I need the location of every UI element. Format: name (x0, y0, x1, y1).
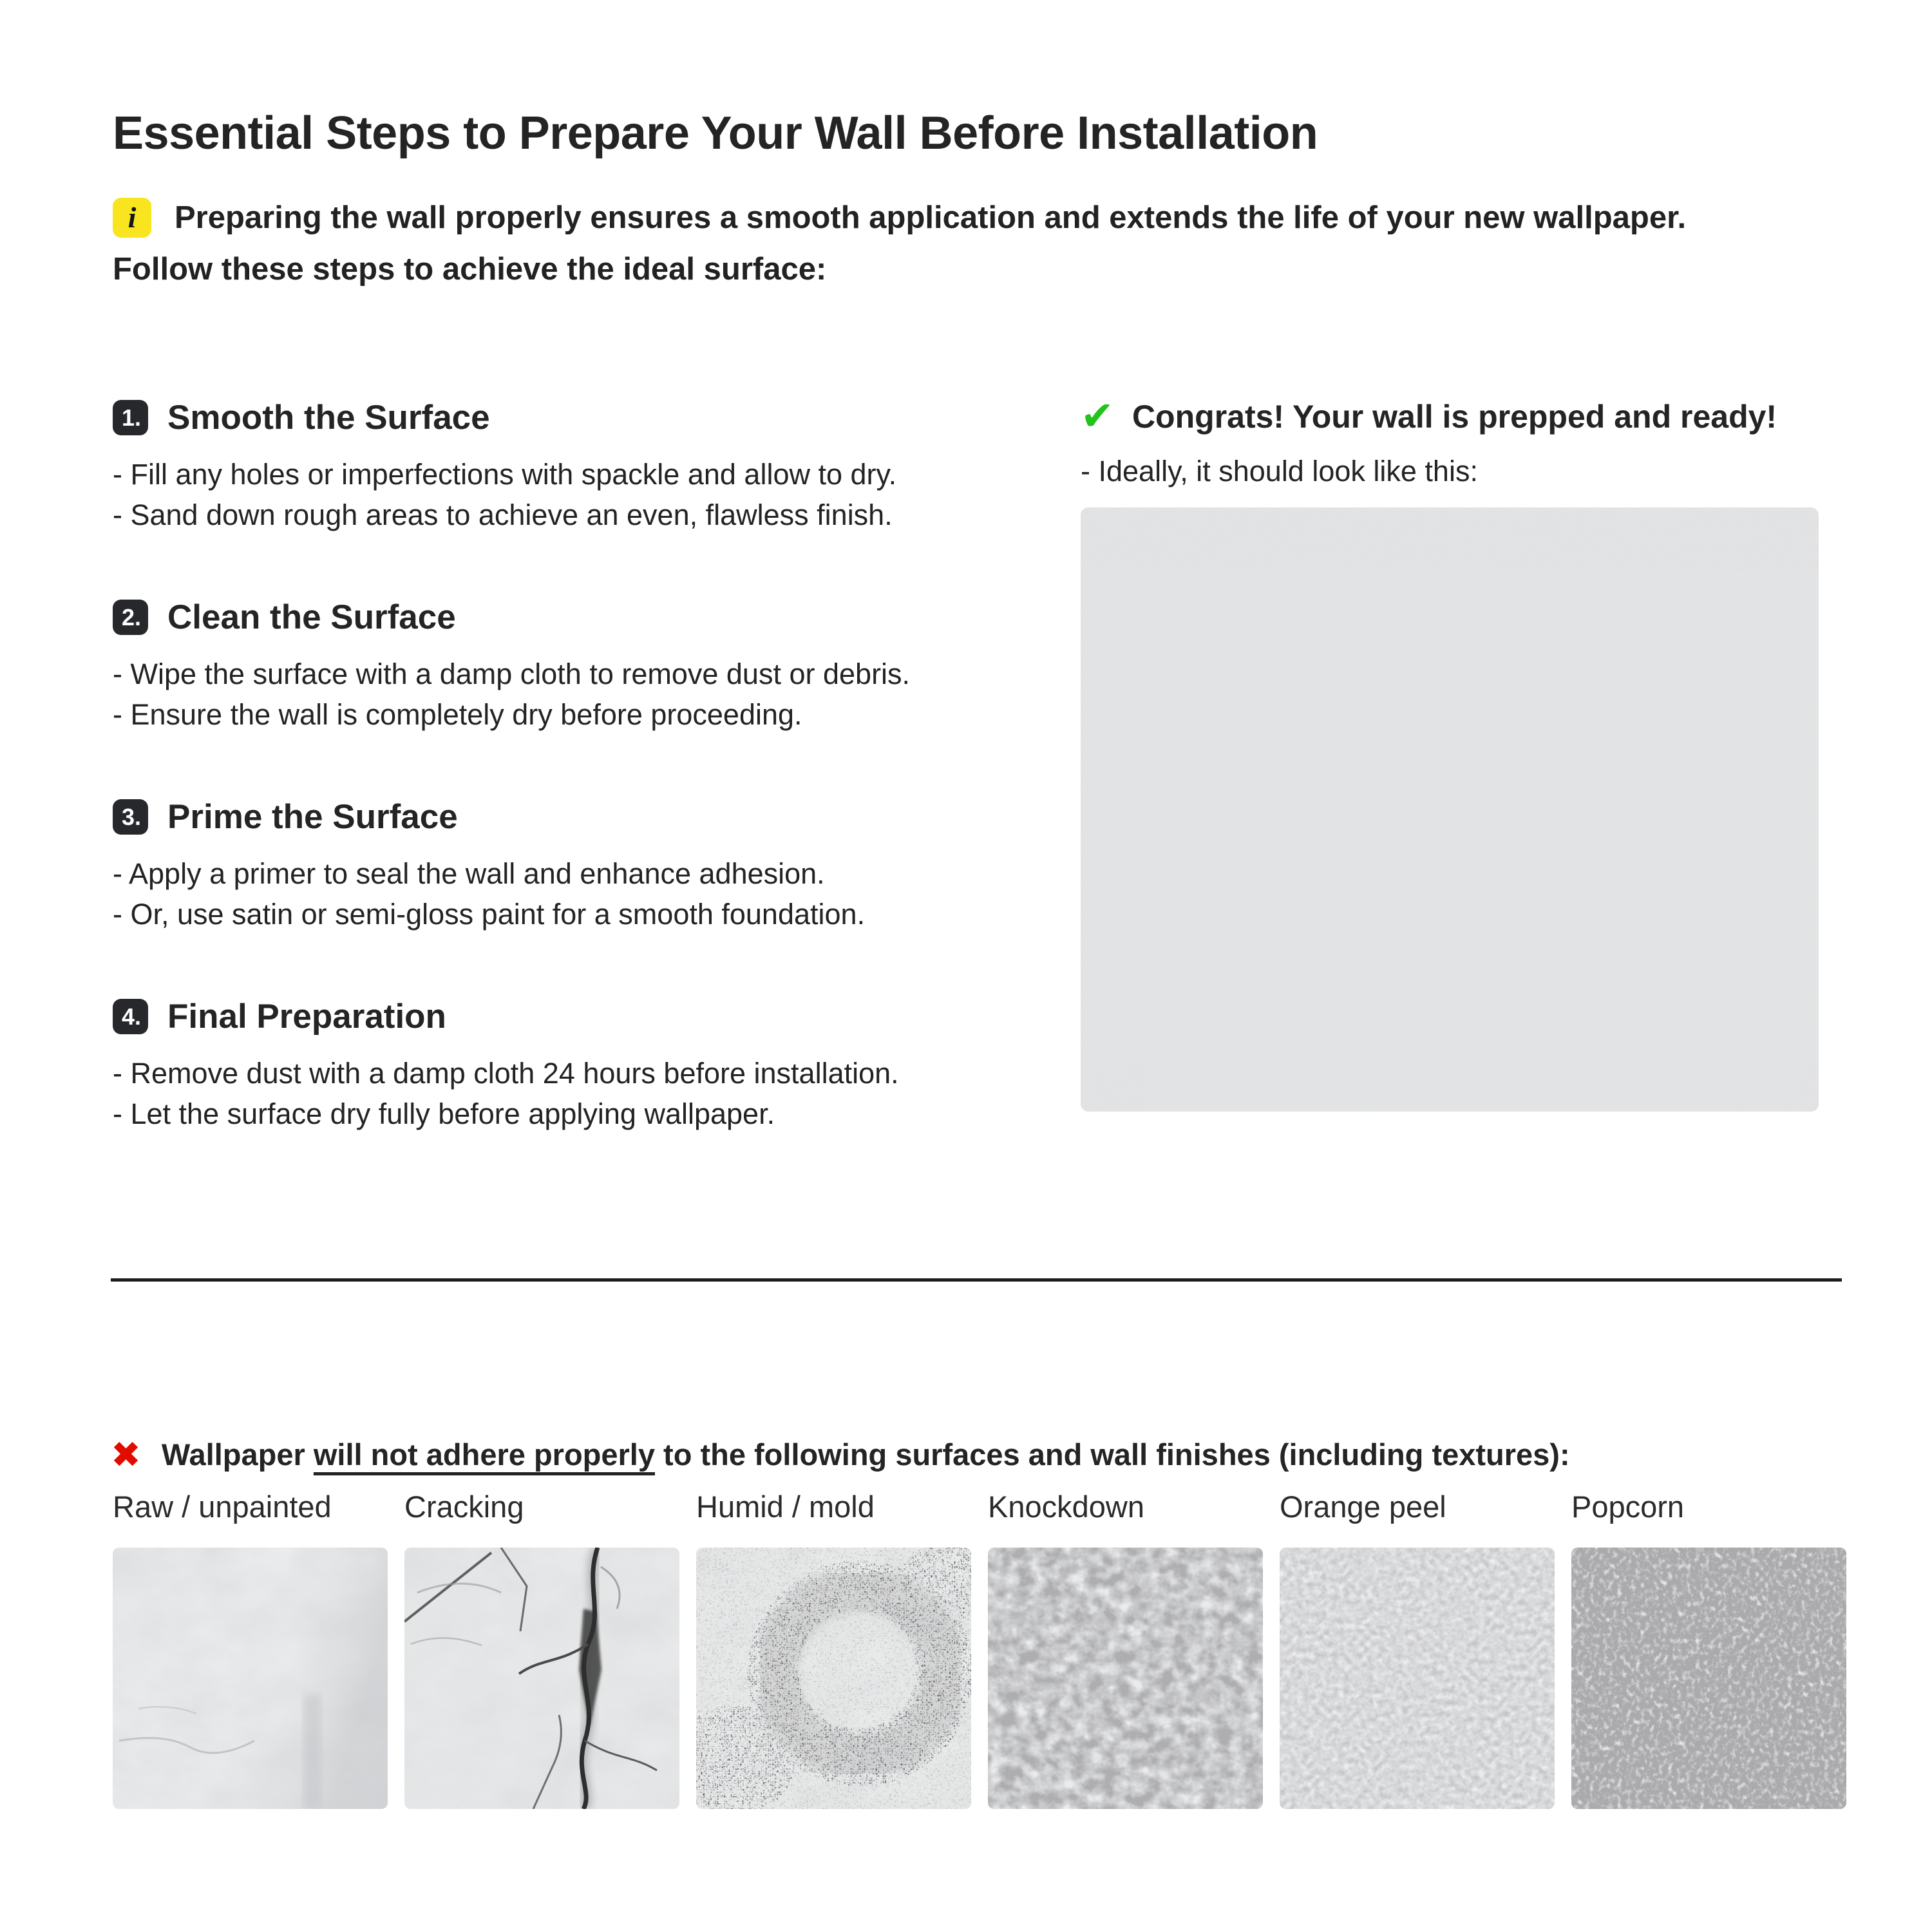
step-title: Final Preparation (167, 998, 446, 1036)
texture-image-humid-mold (696, 1548, 971, 1809)
success-section (1081, 394, 1821, 1112)
step-number-badge: 1. (113, 400, 148, 435)
bad-surfaces-row (113, 1488, 1846, 1809)
step-title: Clean the Surface (167, 598, 456, 636)
step-item-4 (113, 997, 1053, 1134)
texture-image-knockdown (988, 1548, 1263, 1809)
texture-image-orange-peel (1280, 1548, 1555, 1809)
step-bullet: - Or, use satin or semi-gloss paint for a smooth foundation. (113, 898, 866, 931)
step-item-2 (113, 598, 1053, 735)
step-bullet: - Let the surface dry fully before applying wallpaper. (113, 1097, 775, 1130)
surface-card-cracking (404, 1488, 679, 1809)
warning-section (111, 1434, 1570, 1476)
warning-text (162, 1434, 1570, 1476)
step-title: Prime the Surface (167, 798, 458, 836)
surface-label: Orange peel (1280, 1490, 1446, 1524)
info-icon: i (113, 198, 151, 238)
texture-image-popcorn (1571, 1548, 1846, 1809)
page-title: Essential Steps to Prepare Your Wall Before Installation (113, 108, 1318, 159)
step-number-badge: 3. (113, 799, 148, 835)
step-bullet: - Ensure the wall is completely dry before proceeding. (113, 698, 802, 731)
surface-label: Raw / unpainted (113, 1490, 332, 1524)
texture-image-raw-unpainted (113, 1548, 388, 1809)
surface-label: Popcorn (1571, 1490, 1685, 1524)
success-subtitle: - Ideally, it should look like this: (1081, 455, 1478, 488)
texture-image-cracking (404, 1548, 679, 1809)
intro-section (113, 193, 1686, 294)
check-icon: ✔ (1081, 394, 1114, 439)
warning-prefix: Wallpaper (161, 1437, 314, 1472)
intro-text-line1: Preparing the wall properly ensures a smooth application and extends the life of your new wallpaper. (175, 200, 1687, 235)
step-item-3 (113, 797, 1053, 934)
warning-underlined-text: will not adhere properly (313, 1437, 655, 1472)
prepped-wall-image (1081, 507, 1819, 1112)
section-divider (111, 1278, 1842, 1282)
surface-card-orange-peel (1280, 1488, 1555, 1809)
step-number-badge: 4. (113, 999, 148, 1034)
x-icon: ✖ (111, 1434, 141, 1475)
surface-label: Humid / mold (696, 1490, 875, 1524)
intro-text-line2: Follow these steps to achieve the ideal surface: (113, 252, 827, 287)
step-bullet: - Apply a primer to seal the wall and enhance adhesion. (113, 857, 825, 890)
surface-card-popcorn (1571, 1488, 1846, 1809)
surface-card-knockdown (988, 1488, 1263, 1809)
surface-card-humid-mold (696, 1488, 971, 1809)
step-number-badge: 2. (113, 600, 148, 635)
surface-label: Knockdown (988, 1490, 1144, 1524)
step-bullet: - Sand down rough areas to achieve an even, flawless finish. (113, 498, 893, 531)
warning-suffix: to the following surfaces and wall finishes (including textures): (655, 1437, 1570, 1472)
step-bullet: - Wipe the surface with a damp cloth to remove dust or debris. (113, 658, 911, 690)
surface-label: Cracking (404, 1490, 524, 1524)
step-bullet: - Fill any holes or imperfections with spackle and allow to dry. (113, 458, 897, 491)
step-item-1 (113, 398, 1053, 535)
step-title: Smooth the Surface (167, 399, 490, 437)
success-title: Congrats! Your wall is prepped and ready! (1132, 399, 1777, 435)
step-bullet: - Remove dust with a damp cloth 24 hours before installation. (113, 1057, 899, 1090)
surface-card-raw-unpainted (113, 1488, 388, 1809)
